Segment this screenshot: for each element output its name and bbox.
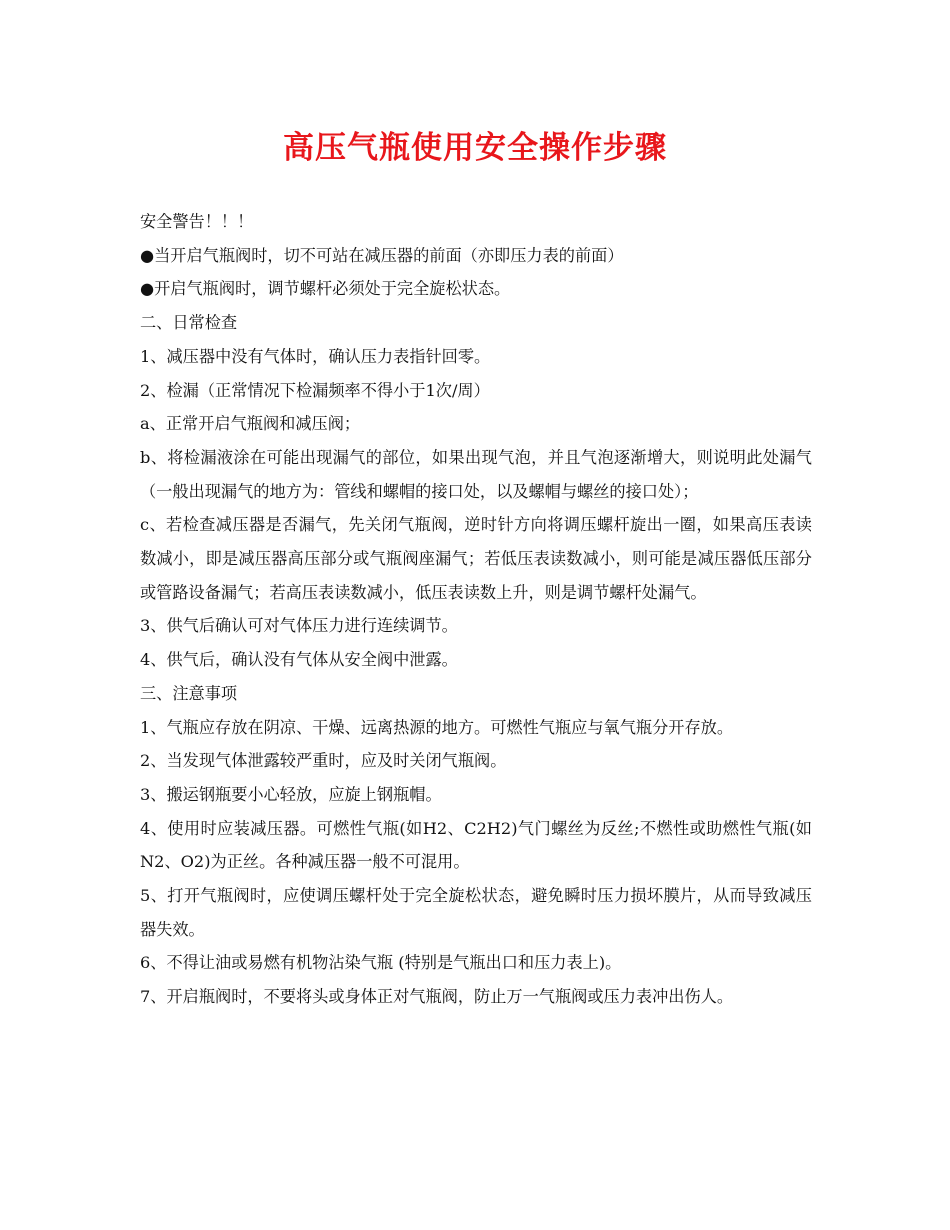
paragraph-check-2b: b、将检漏液涂在可能出现漏气的部位，如果出现气泡，并且气泡逐渐增大，则说明此处漏气（一般出现漏气的地方为：管线和螺帽的接口处，以及螺帽与螺丝的接口处）； [140, 447, 812, 501]
paragraph-precaution-6: 6、不得让油或易燃有机物沾染气瓶 (特别是气瓶出口和压力表上)。 [140, 953, 622, 973]
section-heading-precautions: 三、注意事项 [140, 683, 238, 703]
paragraph-check-2: 2、检漏（正常情况下检漏频率不得小于1次/周） [140, 380, 490, 400]
section-heading-daily-check: 二、日常检查 [140, 313, 238, 333]
paragraph-precaution-7: 7、开启瓶阀时，不要将头或身体正对气瓶阀，防止万一气瓶阀或压力表冲出伤人。 [140, 987, 734, 1007]
paragraph-check-1: 1、减压器中没有气体时，确认压力表指针回零。 [140, 346, 491, 366]
paragraph-precaution-2: 2、当发现气体泄露较严重时，应及时关闭气瓶阀。 [140, 751, 507, 771]
paragraph-precaution-3: 3、搬运钢瓶要小心轻放，应旋上钢瓶帽。 [140, 784, 442, 804]
paragraph-safety-warning: 安全警告！！！ [140, 212, 254, 231]
paragraph-check-3: 3、供气后确认可对气体压力进行连续调节。 [140, 616, 458, 636]
paragraph-check-2a: a、正常开启气瓶阀和减压阀； [140, 414, 361, 434]
paragraph-precaution-1: 1、气瓶应存放在阴凉、干燥、远离热源的地方。可燃性气瓶应与氧气瓶分开存放。 [140, 717, 734, 737]
document-title: 高压气瓶使用安全操作步骤 [283, 130, 667, 166]
paragraph-warning-bullet-2: ●开启气瓶阀时，调节螺杆必须处于完全旋松状态。 [140, 279, 511, 299]
paragraph-check-2c: c、若检查减压器是否漏气，先关闭气瓶阀，逆时针方向将调压螺杆旋出一圈，如果高压表读数减小，即是减压器高压部分或气瓶阀座漏气；若低压表读数减小，则可能是减压器低压部分或管路设备漏气；若高压表读数减小，低压表读数上升，则是调节螺杆处漏气。 [140, 515, 812, 602]
paragraph-precaution-5: 5、打开气瓶阀时，应使调压螺杆处于完全旋松状态，避免瞬时压力损坏膜片，从而导致减压器失效。 [140, 886, 812, 939]
paragraph-warning-bullet-1: ●当开启气瓶阀时，切不可站在减压器的前面（亦即压力表的前面） [140, 245, 624, 265]
paragraph-check-4: 4、供气后，确认没有气体从安全阀中泄露。 [140, 650, 458, 670]
document-body [140, 205, 812, 1014]
paragraph-precaution-4: 4、使用时应装减压器。可燃性气瓶(如H2、C2H2)气门螺丝为反丝;不燃性或助燃性气瓶(如N2、O2)为正丝。各种减压器一般不可混用。 [140, 818, 812, 872]
